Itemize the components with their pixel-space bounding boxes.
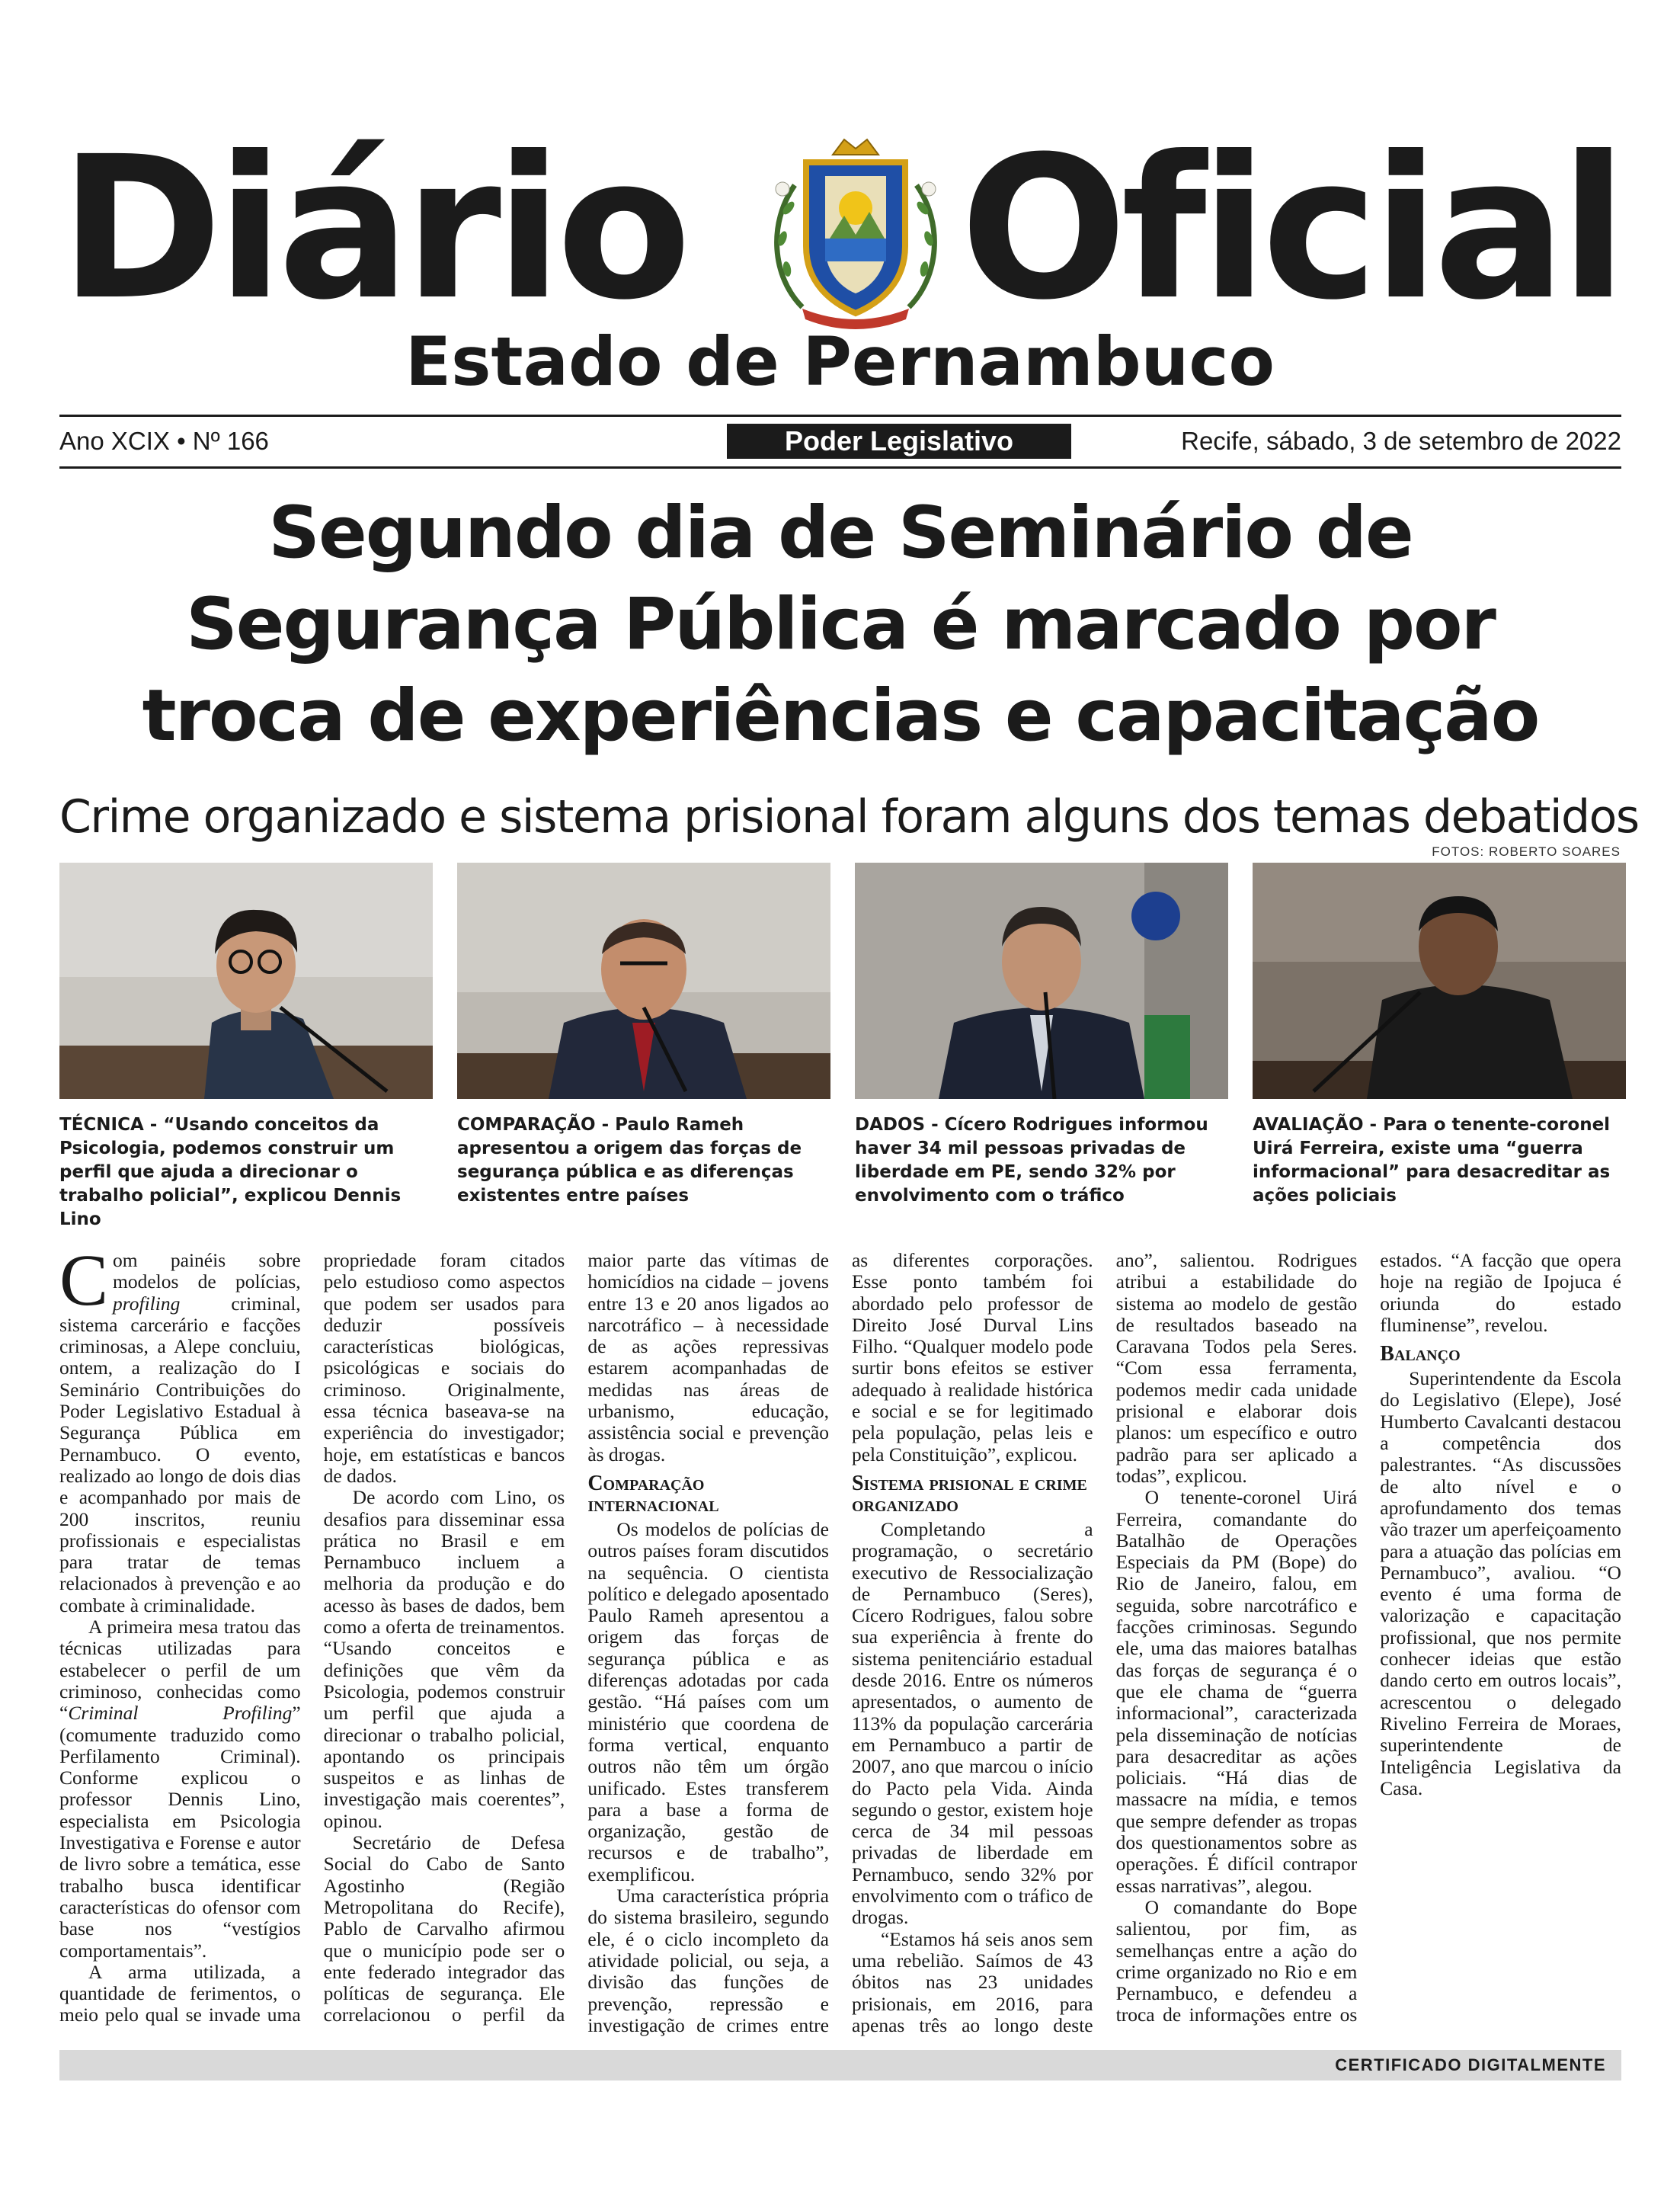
coat-of-arms-icon — [772, 132, 939, 330]
photo-caption-2: COMPARAÇÃO - Paulo Rameh apresentou a origem das forças de segurança pública e as diferenças existentes entre países — [457, 1115, 802, 1206]
subhead-comparacao: Comparação internacional — [587, 1471, 719, 1517]
paragraph: Os modelos de polícias de outros países foram discutidos na sequência. O cientista político e delegado aposentado Paulo Rameh apresentou a origem das forças de segurança pública e as diferenças adotadas por cada gestão. “Há países com um ministério que coordena de forma vertical, enquanto outros não têm um órgão unificado. Estes transferem para a base a forma de organização, gestão de recursos e de trabalho”, exemplificou. — [587, 1517, 829, 1885]
masthead-title — [59, 114, 1621, 343]
article-body — [59, 1239, 1621, 2042]
issue-number: Ano XCIX • Nº 166 — [59, 427, 269, 455]
paragraph: Superintendente da Escola do Legislativo (Elepe), José Humberto Cavalcanti destacou a competência dos palestrantes. “As discussões de alto nível e o aprofundamento dos temas vão trazer um aperfeiçoamento para a atuação das polícias em Pernambuco”, avaliou. “O evento é uma forma de valorização e capacitação profissional, que nos permite conhecer ideias que estão dando certo em outros locais”, acrescentou o delegado Rivelino Ferreira de Moraes, superintendente de Inteligência Legislativa da Casa. — [1380, 1367, 1621, 1799]
subhead-sistema-prisional: Sistema prisional e crime organizado — [851, 1471, 1087, 1517]
paragraph: A primeira mesa tratou das técnicas utilizadas para estabelecer o perfil de um criminoso, conhecidas como “Criminal Profiling” (comumente traduzido como Perfilamento Criminal). Conforme explicou o professor Dennis Lino, especialista em Psicologia Investigativa e Forense e autor de livro sobre a temática, esse trabalho busca identificar características do ofensor com base nos “vestígios comportamentais”. — [59, 1616, 301, 1962]
top-rule — [59, 415, 1621, 417]
footer-bar — [59, 2050, 1621, 2080]
photo-caption-4: AVALIAÇÃO - Para o tenente-coronel Uirá Ferreira, existe uma “guerra informacional” para desacreditar as ações policiais — [1253, 1115, 1611, 1206]
issue-bar — [59, 424, 1621, 459]
photo-cicero-rodrigues — [855, 863, 1228, 1099]
digital-certificate-label: CERTIFICADO DIGITALMENTE — [1335, 2055, 1606, 2074]
section-label: Poder Legislativo — [727, 424, 1071, 459]
paragraph: A arma utilizada, a quantidade de ferimentos, o meio pelo qual se invade uma propriedade foram citados pelo estudioso como aspectos que podem ser usados para deduzir possíveis características biológicas, psicológicas e sociais do criminoso. Originalmente, essa técnica baseava-se na experiência do investigador; hoje, em estatísticas e bancos de dados. — [59, 1249, 565, 2026]
masthead-title-right: Oficial — [960, 114, 1621, 343]
paragraph: “Estamos há seis anos sem uma rebelião. Saímos de 43 óbitos nas 23 unidades prisionais, em 2016, para apenas três ao longo deste ano”, salientou. Rodrigues atribui a estabilidade do sistema ao modelo de gestão de resultados baseado na Caravana Todos pela Seres. “Com essa ferramenta, podemos medir cada unidade prisional e elaborar dois planos: um específico e outro padrão para ser aplicado a todas”, explicou. — [851, 1249, 1358, 2036]
headline — [59, 488, 1621, 762]
paragraph: Secretário de Defesa Social do Cabo de Santo Agostinho (Região Metropolitana do Recife), Pablo de Carvalho afirmou que o município pode ser o ente federado integrador das políticas de segurança. Ele correlacionou o perfil da maior parte das vítimas de homicídios na cidade – jovens entre 13 e 20 anos ligados ao narcotráfico – à necessidade de as ações repressivas estarem acompanhadas de medidas nas áreas de urbanismo, educação, assistência social e prevenção às drogas. — [323, 1249, 829, 2026]
bottom-rule — [59, 466, 1621, 469]
paragraph: O tenente-coronel Uirá Ferreira, comandante do Batalhão de Operações Especiais da PM (Bope) do Rio de Janeiro, falou, em seguida, sobre narcotráfico e facções criminosas. Segundo ele, uma das maiores batalhas das forças de segurança é o que ele chama de “guerra informacional”, caracterizada pela disseminação de notícias para desacreditar as ações policiais. “Há dias de massacre na mídia, e temos que sempre defender as tropas dos questionamentos sobre as operações. É difícil contrapor essas narrativas”, alegou. — [1115, 1486, 1358, 1897]
paragraph: Uma característica própria do sistema brasileiro, segundo ele, é o ciclo incompleto da atividade policial, ou seja, a divisão das funções de prevenção, repressão e investigação de crimes entre as diferentes corporações. Esse ponto também foi abordado pelo professor de Direito José Durval Lins Filho. “Qualquer modelo pode surtir bons efeitos se estiver adequado à realidade histórica e social e se for legitimado pela população, pelas leis e pela Constituição”, explicou. — [587, 1249, 1093, 2036]
photo-dennis-lino — [59, 863, 433, 1099]
headline-line-3: troca de experiências e capacitação — [142, 674, 1539, 758]
subhead-balanco: Balanço — [1380, 1342, 1461, 1366]
drop-cap: C — [59, 1239, 109, 1321]
paragraph: De acordo com Lino, os desafios para disseminar essa prática no Brasil e em Pernambuco incluem a melhoria da produção e do acesso às bases de dados, bem como a oferta de treinamentos. “Usando conceitos e definições que vêm da Psicologia, podemos construir um perfil que ajuda a direcionar o trabalho policial, apontando os principais suspeitos e as linhas de investigação mais coerentes”, opinou. — [323, 1486, 565, 1832]
paragraph: Completando a programação, o secretário executivo de Ressocialização de Pernambuco (Seres), Cícero Rodrigues, falou sobre sua experiência à frente do sistema penitenciário estadual desde 2016. Entre os números apresentados, o aumento de 113% da população carcerária em Pernambuco a partir de 2007, ano que marcou o início do Pacto pela Vida. Ainda segundo o gestor, existem hoje cerca de 34 mil pessoas privadas de liberdade em Pernambuco, sendo 32% por envolvimento com o tráfico de drogas. — [851, 1517, 1093, 1929]
photo-caption-1: TÉCNICA - “Usando conceitos da Psicologia, podemos construir um perfil que ajuda a direcionar o trabalho policial”, explicou Dennis Lino — [59, 1115, 402, 1229]
headline-line-2: Segurança Pública é marcado por — [186, 583, 1495, 666]
deck: Crime organizado e sistema prisional foram alguns dos temas debatidos — [59, 790, 1639, 844]
masthead-subtitle: Estado de Pernambuco — [405, 322, 1275, 401]
dateline: Recife, sábado, 3 de setembro de 2022 — [1181, 427, 1621, 455]
photo-paulo-rameh — [457, 863, 830, 1099]
photo-caption-3: DADOS - Cícero Rodrigues informou haver 34 mil pessoas privadas de liberdade em PE, sendo 32% por envolvimento com o tráfico — [855, 1115, 1208, 1206]
headline-line-1: Segundo dia de Seminário de — [268, 492, 1413, 575]
masthead-title-left: Diário — [59, 114, 686, 343]
lead-paragraph: Com painéis sobre modelos de polícias, profiling criminal, sistema carcerário e facções criminosas, a Alepe concluiu, ontem, a realização do I Seminário Contribuições do Poder Legislativo Estadual à Segurança Pública em Pernambuco. O evento, realizado ao longo de dois dias e acompanhado por mais de 200 inscritos, reuniu profissionais e especialistas para tratar de temas relacionados à prevenção e ao combate à criminalidade. — [59, 1239, 301, 1616]
paragraph: O comandante do Bope salientou, por fim, as semelhanças entre a ação do crime organizado no Rio e em Pernambuco, e defendeu a troca de informações entre os estados. “A facção que opera hoje na região de Ipojuca é oriunda do estado fluminense”, revelou. — [1115, 1249, 1621, 2026]
photo-credit: FOTOS: ROBERTO SOARES — [1432, 844, 1621, 859]
photo-uira-ferreira — [1253, 863, 1626, 1099]
